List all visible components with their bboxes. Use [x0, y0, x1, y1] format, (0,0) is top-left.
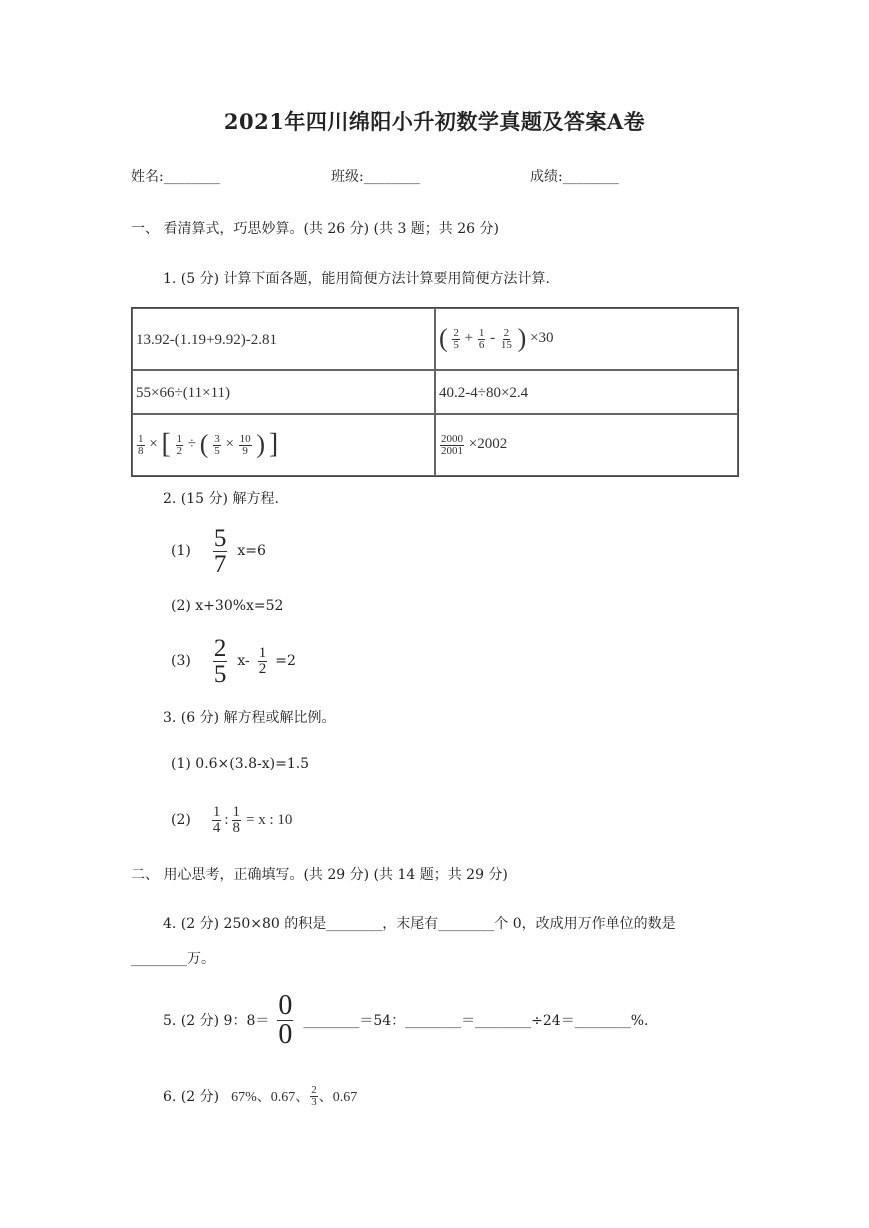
q3-label: 3. (6 分) 解方程或解比例。 — [163, 710, 336, 726]
table-cell — [132, 308, 435, 370]
fraction: $\frac{1}{8}$ — [138, 432, 144, 457]
section1-heading: 一、 看清算式，巧思妙算。(共 26 分) (共 3 题；共 26 分) — [131, 221, 499, 237]
fraction: $\frac{1}{6}$ — [478, 326, 485, 351]
fraction: 2 3 — [311, 1083, 317, 1108]
fraction: 5 7 — [213, 524, 227, 578]
q2-part1: (1) 5 7 x=6 — [171, 524, 266, 578]
expr-r2c1: 55×66÷(11×11) — [136, 385, 231, 401]
q5-line: 5. (2 分) 9：8＝ 0 0 ________＝54：________＝________÷24＝________%. — [163, 989, 649, 1050]
q4-line2: ________万。 — [131, 951, 215, 967]
q6-line: 6. (2 分) 67%、0.67、 2 3 、0.67 — [163, 1083, 358, 1108]
section2-heading: 二、 用心思考，正确填写。(共 29 分) (共 14 题；共 29 分) — [131, 867, 508, 883]
fraction: $\frac{1}{2}$ — [176, 432, 183, 457]
q4-line1: 4. (2 分) 250×80 的积是________，末尾有________个 0，改成用万作单位的数是 — [163, 916, 676, 932]
fraction: $\frac{10}{9}$ — [239, 432, 251, 457]
table-row — [132, 370, 738, 414]
table-cell — [435, 414, 738, 476]
table-cell — [435, 370, 738, 414]
table-row — [132, 308, 738, 370]
class-field: 班级:________ — [331, 169, 420, 185]
fraction: $\frac{2000}{2001}$ — [441, 432, 463, 457]
expr-r3c1: $\frac{1}{8}$ × [ $\frac{1}{2}$ ÷ ( $\frac{3}{5}$ × $\frac{10}{9}$ ) ] — [138, 429, 279, 460]
name-field: 姓名:________ — [131, 169, 220, 185]
calc-table — [131, 307, 739, 477]
table-cell — [132, 414, 435, 476]
expr-r1c1: 13.92-(1.19+9.92)-2.81 — [136, 332, 277, 348]
q1-label: 1. (5 分) 计算下面各题，能用简便方法计算要用简便方法计算. — [163, 271, 550, 287]
table-cell — [435, 308, 738, 370]
fraction: 0 0 — [278, 989, 293, 1050]
expr-r1c2: ( $\frac{2}{5}$ + $\frac{1}{6}$ - $\frac{2}{15}$ ) ×30 — [439, 324, 554, 353]
q2-part3: (3) 2 5 x- $\frac{1}{2}$ =2 — [171, 634, 296, 688]
fraction: $\frac{2}{15}$ — [500, 326, 512, 351]
fraction: $\frac{2}{5}$ — [453, 326, 459, 351]
table-cell — [132, 370, 435, 414]
q2-label: 2. (15 分) 解方程. — [163, 491, 279, 507]
score-field: 成绩:________ — [530, 169, 619, 185]
q2-part2: (2) x+30%x=52 — [171, 598, 284, 614]
expr-r3c2: $\frac{2000}{2001}$ ×2002 — [441, 432, 508, 457]
table-row — [132, 414, 738, 476]
fraction: $\frac{1}{8}$ — [232, 803, 241, 836]
q3-part1: (1) 0.6×(3.8-x)=1.5 — [171, 756, 310, 772]
page-title: 2021年四川绵阳小升初数学真题及答案A卷 — [223, 109, 646, 134]
fraction: $\frac{1}{2}$ — [258, 644, 267, 677]
fraction: 1 4 — [212, 803, 221, 836]
q3-part2: (2) 1 4 : $\frac{1}{8}$ = x : 10 — [171, 803, 293, 836]
fraction: $\frac{3}{5}$ — [214, 432, 220, 457]
fraction: 2 5 — [213, 634, 227, 688]
expr-r2c2: 40.2-4÷80×2.4 — [439, 385, 529, 401]
